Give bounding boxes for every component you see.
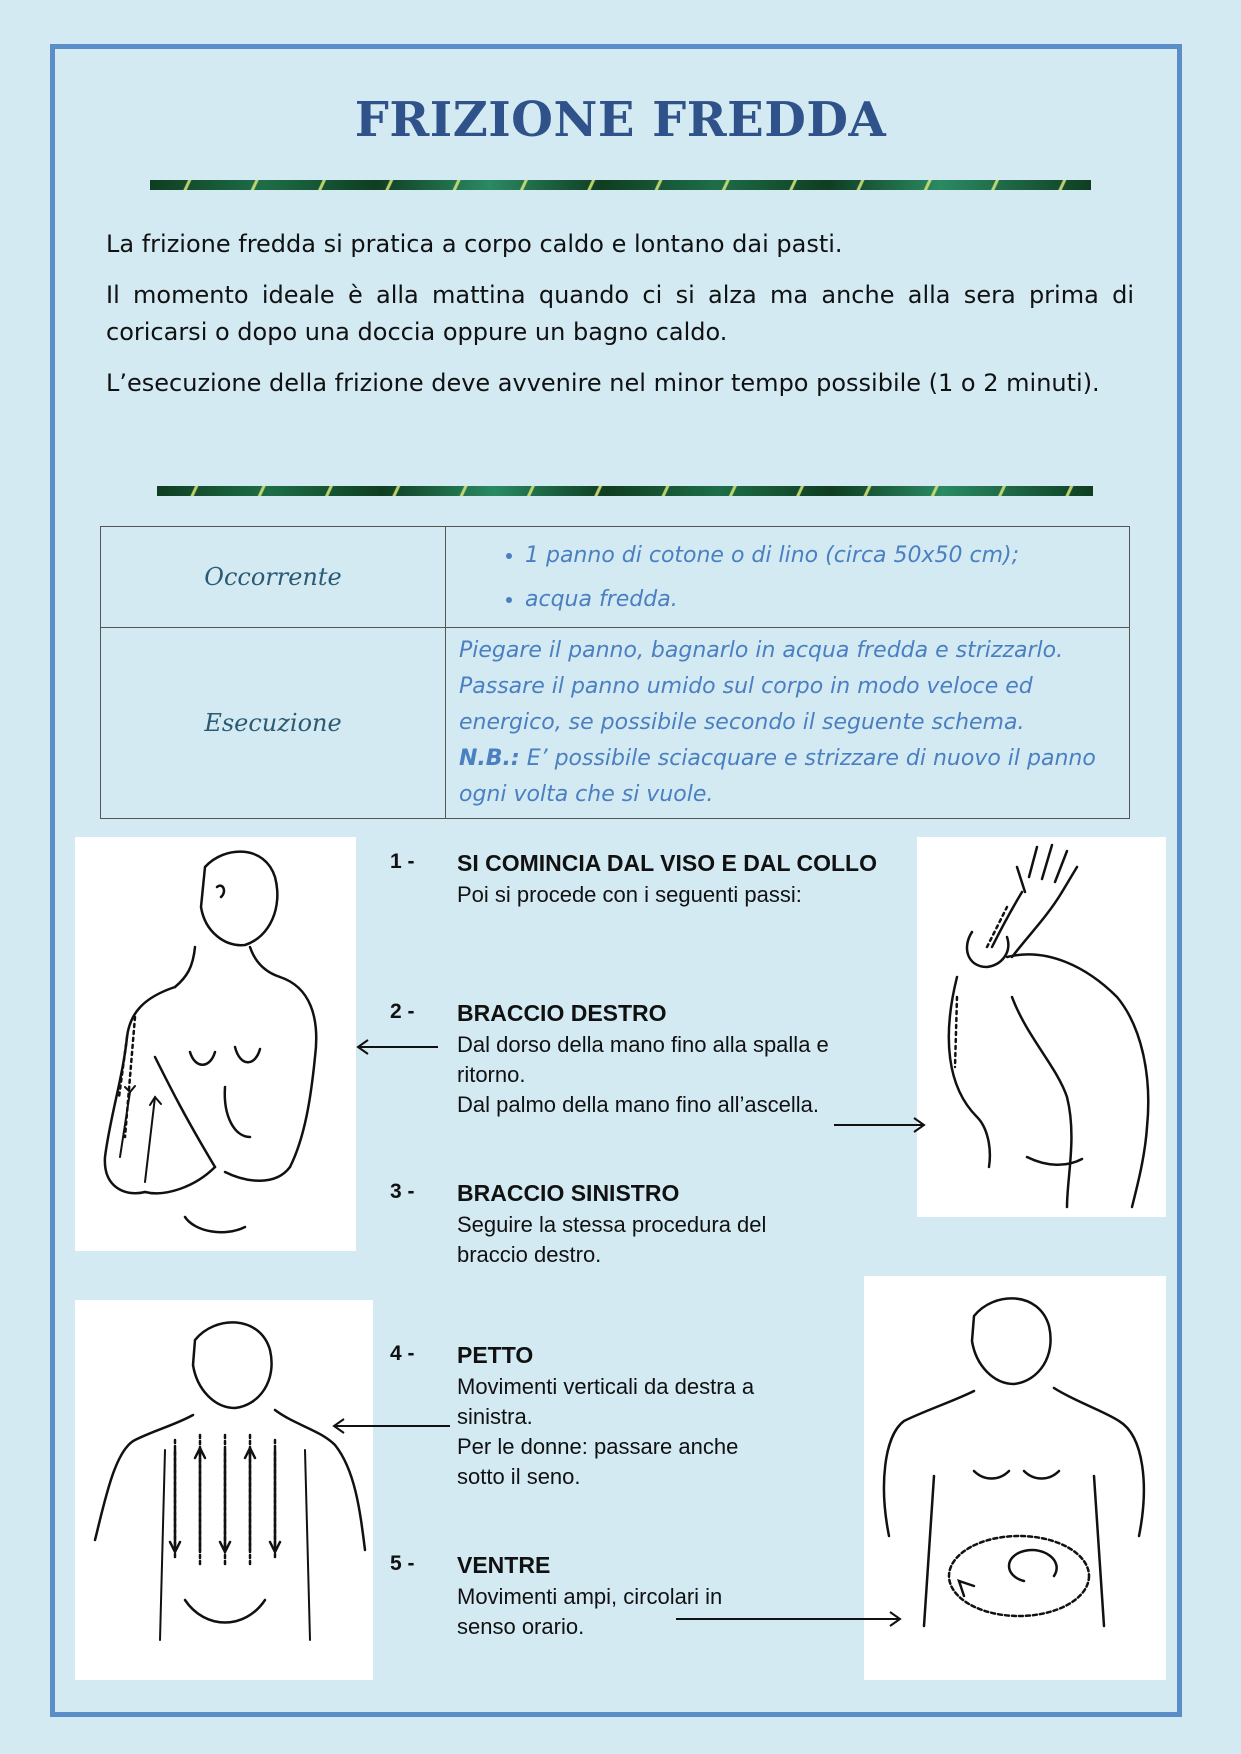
step-description: Dal dorso della mano fino alla spalla e ritorno. Dal palmo della mano fino all’ascella. xyxy=(457,1032,829,1117)
intro-paragraph: L’esecuzione della frizione deve avvenire nel minor tempo possibile (1 o 2 minuti). xyxy=(106,369,1100,397)
step-number: 1 - xyxy=(390,850,415,873)
step-number: 3 - xyxy=(390,1180,415,1203)
chest-friction-figure xyxy=(75,1300,373,1680)
intro-text xyxy=(106,226,1134,416)
table-row-esecuzione xyxy=(101,628,1130,819)
table-row-occorrente xyxy=(101,527,1130,628)
esecuzione-text: Piegare il panno, bagnarlo in acqua fredda e strizzarlo. Passare il panno umido sul corpo in modo veloce ed energico, se possibile secondo il seguente schema. xyxy=(459,638,1064,735)
raised-arm-friction-figure xyxy=(917,837,1166,1217)
step-heading: PETTO xyxy=(457,1342,534,1368)
decorative-divider-top xyxy=(150,180,1091,190)
occorrente-value xyxy=(446,527,1130,628)
arrow-left-to-chest-figure xyxy=(330,1416,452,1436)
step-description: Movimenti ampi, circolari in senso orario. xyxy=(457,1584,723,1639)
step-heading: VENTRE xyxy=(457,1552,551,1578)
occorrente-label: Occorrente xyxy=(101,527,446,628)
arrow-right-to-raised-arm-figure xyxy=(832,1115,928,1135)
step-description: Poi si procede con i seguenti passi: xyxy=(457,882,802,907)
intro-paragraph: La frizione fredda si pratica a corpo caldo e lontano dai pasti. xyxy=(106,230,843,258)
step-description: Movimenti verticali da destra a sinistra. Per le donne: passare anche sotto il seno. xyxy=(457,1374,755,1489)
right-arm-friction-figure xyxy=(75,837,356,1251)
step-1 xyxy=(390,850,930,910)
occorrente-item: • 1 panno di cotone o di lino (circa 50x50 cm); xyxy=(525,534,1128,578)
step-heading: BRACCIO SINISTRO xyxy=(457,1180,680,1206)
step-3 xyxy=(390,1180,840,1270)
step-number: 4 - xyxy=(390,1342,415,1365)
instructions-table xyxy=(100,526,1130,819)
nb-label: N.B.: xyxy=(459,746,520,771)
page-title: FRIZIONE FREDDA xyxy=(354,92,887,148)
step-2 xyxy=(390,1000,890,1120)
belly-circular-friction-figure xyxy=(864,1276,1166,1680)
step-heading: SI COMINCIA DAL VISO E DAL COLLO xyxy=(457,850,877,876)
arrow-left-to-arm-figure xyxy=(354,1037,440,1057)
step-number: 5 - xyxy=(390,1552,415,1575)
esecuzione-label: Esecuzione xyxy=(101,628,446,819)
step-number: 2 - xyxy=(390,1000,415,1023)
step-4 xyxy=(390,1342,840,1492)
step-heading: BRACCIO DESTRO xyxy=(457,1000,667,1026)
occorrente-item: • acqua fredda. xyxy=(525,578,1128,622)
intro-paragraph: Il momento ideale è alla mattina quando ci si alza ma anche alla sera prima di coricarsi o dopo una doccia oppure un bagno caldo. xyxy=(106,281,1134,346)
arrow-right-to-belly-figure xyxy=(674,1609,904,1629)
esecuzione-value xyxy=(446,628,1130,819)
step-description: Seguire la stessa procedura del braccio destro. xyxy=(457,1212,767,1267)
nb-text: E’ possibile sciacquare e strizzare di nuovo il panno ogni volta che si vuole. xyxy=(459,746,1096,807)
decorative-divider-bottom xyxy=(157,486,1093,496)
